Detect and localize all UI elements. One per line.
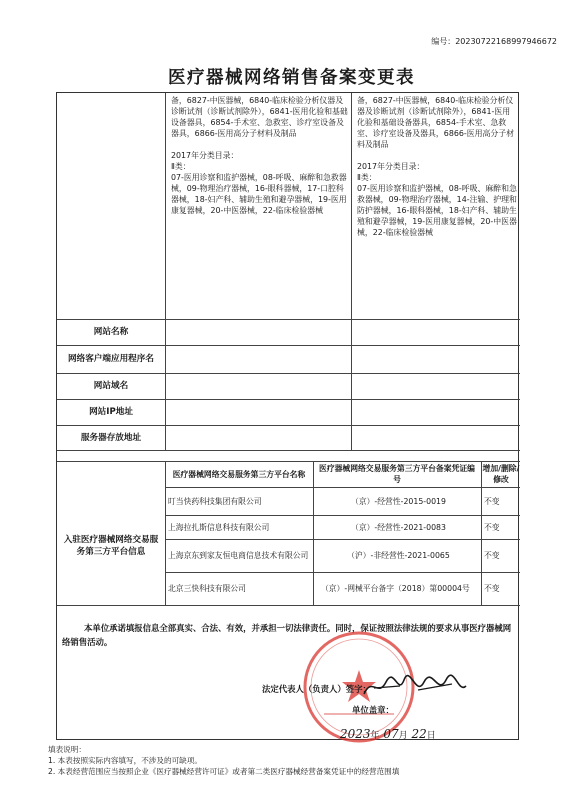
ip-label: 网站IP地址 — [89, 407, 133, 417]
platform-cert-cell: （沪）-非经营性-2021-0065 — [347, 551, 450, 560]
scope-after-class: Ⅱ类： — [357, 173, 377, 182]
unit-seal-label: 单位盖章： — [352, 705, 394, 715]
change-cell: 不变 — [484, 496, 500, 506]
platform-cert-cell: （京）-经营性-2015-0019 — [351, 496, 446, 506]
change-cell: 不变 — [484, 584, 500, 593]
platform-info-label: 入驻医疗器械网络交易服务第三方平台信息 — [63, 535, 159, 557]
website-name-label: 网站名称 — [93, 327, 129, 337]
document-number: 编号：20230722168997946672 — [431, 37, 557, 46]
platform-name-cell: 叮当快药科技集团有限公司 — [168, 496, 262, 506]
date-year-unit: 年 — [370, 731, 380, 741]
legal-rep-signature-label: 法定代表人（负责人）签字： — [262, 684, 371, 694]
scope-before-cell — [171, 95, 349, 317]
page-title: 医疗器械网络销售备案变更表 — [168, 68, 415, 88]
domain-label: 网站域名 — [93, 381, 129, 391]
platform-name-cell: 上海京东到家友恒电商信息技术有限公司 — [168, 551, 309, 560]
note-item: 2. 本表经营范围应当按照企业《医疗器械经营许可证》或者第二类医疗器械经营备案凭证中的经营范围填 — [48, 767, 400, 776]
sign-date — [340, 727, 436, 741]
handwritten-signature — [360, 672, 470, 702]
notes-heading: 填表说明： — [48, 745, 86, 754]
date-day: 22 — [411, 727, 427, 741]
note-item: 1. 本表按照实际内容填写，不涉及的可缺项。 — [48, 756, 202, 765]
platform-name-cell: 北京三快科技有限公司 — [168, 584, 246, 593]
server-address-label: 服务器存放地址 — [80, 432, 142, 443]
scope-after-para2: 07-医用诊察和监护器械，08-呼吸、麻醉和急救器械，09-物理治疗器械，14-注输、护理和防护器械，16-眼科器械，18-妇产科、辅助生殖和避孕器械，19-医用康复器械，20-中医器械，22-临床检验器械 — [357, 184, 517, 237]
scope-after-cell — [357, 95, 517, 317]
scope-before-class: Ⅱ类： — [171, 162, 191, 171]
date-day-unit: 日 — [426, 731, 436, 741]
platform-cert-cell: （京）-经营性-2021-0083 — [351, 522, 446, 532]
client-app-label: 网络客户端应用程序名 — [68, 354, 154, 364]
date-month: 07 — [383, 727, 399, 741]
change-cell: 不变 — [484, 522, 500, 532]
scope-before-para1: 备，6827-中医器械，6840-临床检验分析仪器及诊断试剂（诊断试剂除外），6841-医用化验和基础设备器具，6854-手术室、急救室、诊疗室设备及器具，6866-医用高分子材料及制品 — [171, 96, 348, 138]
change-header: 增加/删除/修改 — [482, 464, 520, 484]
scope-after-para1: 备，6827-中医器械，6840-临床检验分析仪器及诊断试剂（诊断试剂除外），6841-医用化验和基础设备器具，6854-手术室、急救室、诊疗室设备及器具，6866-医用高分子材料及制品 — [357, 96, 515, 149]
platform-name-header: 医疗器械网络交易服务第三方平台名称 — [172, 469, 306, 479]
form-notes — [48, 744, 399, 777]
platform-cert-header: 医疗器械网络交易服务第三方平台备案凭证编号 — [319, 464, 475, 484]
scope-before-para2: 07-医用诊察和监护器械，08-呼吸、麻醉和急救器械，09-物理治疗器械，16-眼科器械，17-口腔科器械，18-妇产科、辅助生殖和避孕器械，19-医用康复器械，20-中医器械，22-临床检验器械 — [171, 173, 347, 215]
platform-cert-cell: （京）-网械平台备字（2018）第00004号 — [321, 584, 470, 593]
date-year: 2023 — [340, 727, 371, 741]
change-cell: 不变 — [484, 551, 500, 560]
date-month-unit: 月 — [398, 731, 408, 741]
scope-before-heading: 2017年分类目录： — [171, 151, 239, 160]
commitment-statement: 本单位承诺填报信息全部真实、合法、有效，并承担一切法律责任。同时，保证按照法律法规的要求从事医疗器械网络销售活动。 — [62, 623, 512, 647]
platform-name-cell: 上海拉扎斯信息科技有限公司 — [168, 522, 270, 532]
scope-after-heading: 2017年分类目录： — [357, 162, 425, 171]
